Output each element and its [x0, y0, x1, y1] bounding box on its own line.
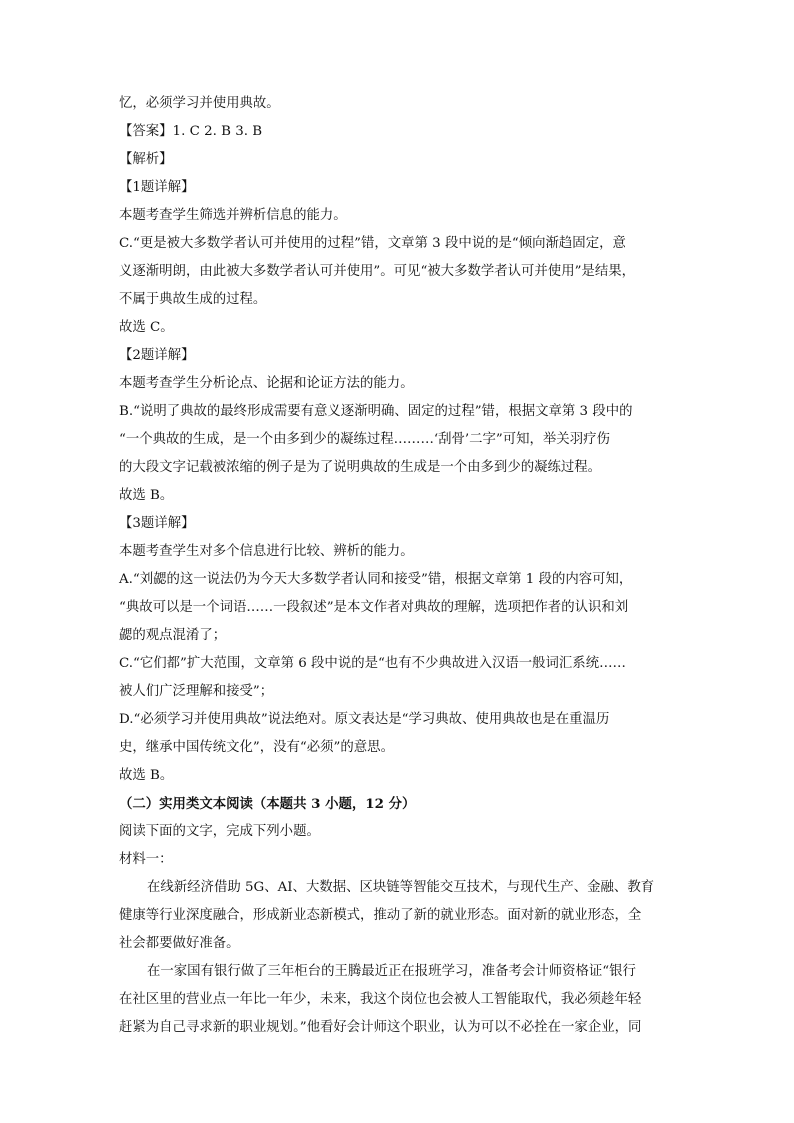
text-line: “一个典故的生成，是一个由多到少的凝练过程………‘刮骨’二字”可知，举关羽疗伤: [119, 432, 610, 447]
text-line: D.“必须学习并使用典故”说法绝对。原文表达是“学习典故、使用典故也是在重温历: [119, 712, 610, 727]
question-3-heading: 【3题详解】: [119, 516, 195, 531]
text-line: 史，继承中国传统文化”，没有“必须”的意思。: [119, 740, 394, 755]
text-line: B.“说明了典故的最终形成需要有意义逐渐明确、固定的过程”错，根据文章第 3 段中的: [119, 404, 633, 419]
text-line: 故选 B。: [119, 488, 174, 503]
text-line: 故选 B。: [119, 768, 174, 783]
text-line: 本题考查学生分析论点、论据和论证方法的能力。: [119, 376, 414, 391]
document-body: [119, 90, 679, 1042]
text-line: 故选 C。: [119, 320, 174, 335]
text-line: C.“它们都”扩大范围，文章第 6 段中说的是“也有不少典故进入汉语一般词汇系统……: [119, 656, 626, 671]
paragraph-line: 在线新经济借助 5G、AI、大数据、区块链等智能交互技术，与现代生产、金融、教育: [147, 880, 655, 895]
text-line: A.“刘勰的这一说法仍为今天大多数学者认同和接受”错，根据文章第 1 段的内容可知，: [119, 572, 633, 587]
paragraph-line: 在社区里的营业点一年比一年少，未来，我这个岗位也会被人工智能取代，我必须趁年轻: [119, 992, 642, 1007]
text-line: 不属于典故生成的过程。: [119, 292, 267, 307]
text-line: 勰的观点混淆了；: [119, 628, 227, 643]
paragraph-line: 健康等行业深度融合，形成新业态新模式，推动了新的就业形态。面对新的就业形态，全: [119, 908, 642, 923]
text-line: 被人们广泛理解和接受”；: [119, 684, 274, 699]
analysis-heading: 【解析】: [119, 152, 173, 167]
text-line: 义逐渐明朗，由此被大多数学者认可并使用”。可见“被大多数学者认可并使用”是结果，: [119, 264, 635, 279]
text-line: 阅读下面的文字，完成下列小题。: [119, 824, 320, 839]
text-line: 本题考查学生筛选并辨析信息的能力。: [119, 208, 347, 223]
text-line: 的大段文字记载被浓缩的例子是为了说明典故的生成是一个由多到少的凝练过程。: [119, 460, 602, 475]
section-heading: （二）实用类文本阅读（本题共 3 小题，12 分）: [119, 796, 416, 812]
text-line: C.“更是被大多数学者认可并使用的过程”错，文章第 3 段中说的是“倾向渐趋固定，意: [119, 236, 626, 251]
answer-line: 【答案】1. C 2. B 3. B: [119, 124, 263, 139]
text-line: 本题考查学生对多个信息进行比较、辨析的能力。: [119, 544, 414, 559]
question-2-heading: 【2题详解】: [119, 348, 195, 363]
material-label: 材料一：: [119, 852, 173, 867]
paragraph-line: 社会都要做好准备。: [119, 936, 240, 951]
paragraph-line: 赶紧为自己寻求新的职业规划。”他看好会计师这个职业，认为可以不必拴在一家企业，同: [119, 1020, 642, 1035]
paragraph-line: 在一家国有银行做了三年柜台的王腾最近正在报班学习，准备考会计师资格证“银行: [147, 964, 636, 979]
text-line: “典故可以是一个词语……一段叙述”是本文作者对典故的理解，选项把作者的认识和刘: [119, 600, 629, 615]
question-1-heading: 【1题详解】: [119, 180, 195, 195]
text-line: 忆，必须学习并使用典故。: [119, 96, 280, 111]
